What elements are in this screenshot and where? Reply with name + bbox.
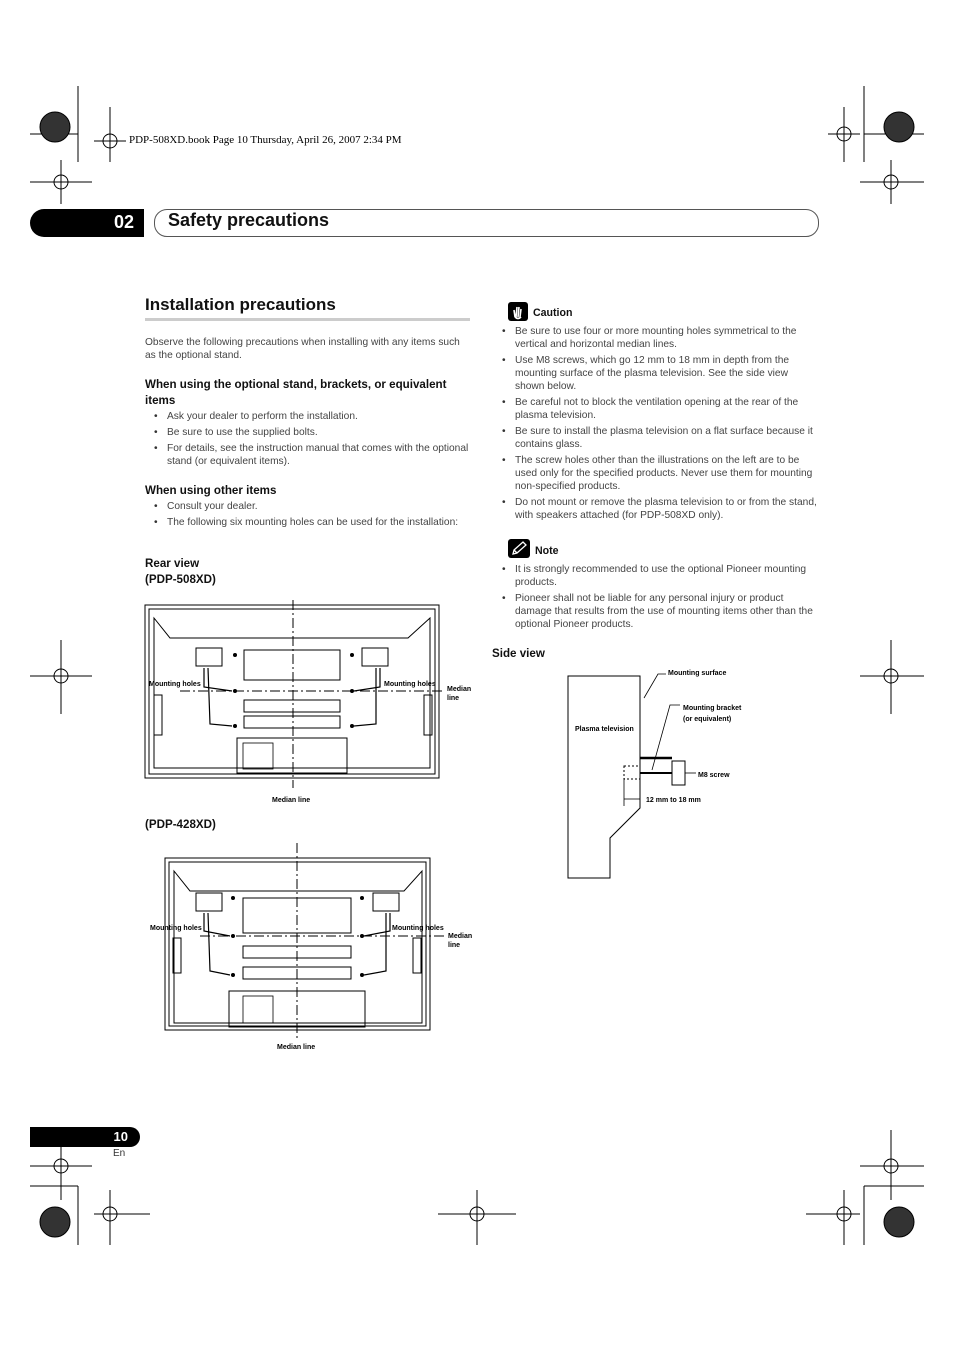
list-item: • Pioneer shall not be liable for any personal injury or product damage that results from the use of mounting items other than the optional Pioneer products. bbox=[500, 592, 820, 631]
note-list bbox=[500, 563, 820, 634]
label-mounting-holes-left: Mounting holes bbox=[150, 925, 202, 932]
language-code: En bbox=[113, 1148, 126, 1159]
caution-list bbox=[500, 325, 820, 525]
chapter-number: 02 bbox=[113, 212, 134, 232]
optional-stand-list bbox=[145, 410, 470, 471]
label-or-equivalent: (or equivalent) bbox=[683, 716, 732, 723]
label-median-line: Median line bbox=[272, 797, 311, 804]
caution-hand-icon bbox=[508, 302, 528, 321]
rear-view-diagram-508 bbox=[140, 600, 480, 810]
intro-paragraph: Observe the following precautions when installing with any items such as the optional stand. bbox=[145, 337, 460, 361]
rear-view-model-508: (PDP-508XD) bbox=[145, 573, 216, 586]
print-header: PDP-508XD.book Page 10 Thursday, April 26, 2007 2:34 PM bbox=[129, 134, 402, 146]
list-item: • The following six mounting holes can be used for the installation: bbox=[145, 516, 470, 529]
label-mounting-bracket: Mounting bracket bbox=[683, 705, 742, 712]
label-median: Median bbox=[448, 933, 473, 940]
page-number-tab bbox=[30, 1127, 140, 1147]
label-depth: 12 mm to 18 mm bbox=[646, 797, 701, 804]
optional-stand-heading: When using the optional stand, brackets, or equivalent items bbox=[145, 378, 447, 407]
label-mounting-surface: Mounting surface bbox=[668, 670, 727, 677]
list-item: • Consult your dealer. bbox=[145, 500, 470, 513]
page-number: 10 bbox=[113, 1129, 128, 1144]
label-plasma-television: Plasma television bbox=[575, 726, 634, 733]
list-item: • Use M8 screws, which go 12 mm to 18 mm in depth from the mounting surface of the plasma television. See the side view shown below. bbox=[500, 354, 820, 393]
label-median: Median bbox=[447, 686, 472, 693]
note-label: Note bbox=[535, 545, 559, 557]
list-item: • Ask your dealer to perform the installation. bbox=[145, 410, 470, 423]
rear-view-diagram-428 bbox=[140, 843, 480, 1053]
list-item: • Do not mount or remove the plasma television to or from the stand, with speakers attached (for PDP-508XD only). bbox=[500, 496, 820, 522]
label-m8-screw: M8 screw bbox=[698, 772, 730, 779]
label-mounting-holes-left: Mounting holes bbox=[149, 681, 201, 688]
side-view-diagram bbox=[560, 660, 810, 890]
chapter-number-tab bbox=[30, 209, 144, 237]
chapter-title: Safety precautions bbox=[168, 210, 330, 230]
list-item: • The screw holes other than the illustrations on the left are to be used only for the specified products. Never use them for mounting non-specified products. bbox=[500, 454, 820, 493]
note-pencil-icon bbox=[508, 539, 530, 558]
list-item: • Be sure to use the supplied bolts. bbox=[145, 426, 470, 439]
label-mounting-holes-right: Mounting holes bbox=[384, 681, 436, 688]
list-item: • For details, see the instruction manual that comes with the optional stand (or equivalent items). bbox=[145, 442, 470, 468]
rear-view-model-428: (PDP-428XD) bbox=[145, 818, 216, 831]
list-item: • It is strongly recommended to use the optional Pioneer mounting products. bbox=[500, 563, 820, 589]
other-items-heading: When using other items bbox=[145, 484, 277, 497]
rear-view-heading: Rear view bbox=[145, 557, 200, 570]
label-line: line bbox=[447, 695, 460, 702]
section-title: Installation precautions bbox=[145, 295, 336, 314]
label-median-line: Median line bbox=[277, 1044, 316, 1051]
section-rule bbox=[145, 318, 470, 321]
list-item: • Be careful not to block the ventilation opening at the rear of the plasma television. bbox=[500, 396, 820, 422]
list-item: • Be sure to install the plasma television on a flat surface because it contains glass. bbox=[500, 425, 820, 451]
label-line: line bbox=[448, 942, 461, 949]
side-view-heading: Side view bbox=[492, 647, 545, 660]
caution-label: Caution bbox=[533, 307, 573, 319]
label-mounting-holes-right: Mounting holes bbox=[392, 925, 444, 932]
list-item: • Be sure to use four or more mounting holes symmetrical to the vertical and horizontal median lines. bbox=[500, 325, 820, 351]
other-items-list bbox=[145, 500, 470, 532]
